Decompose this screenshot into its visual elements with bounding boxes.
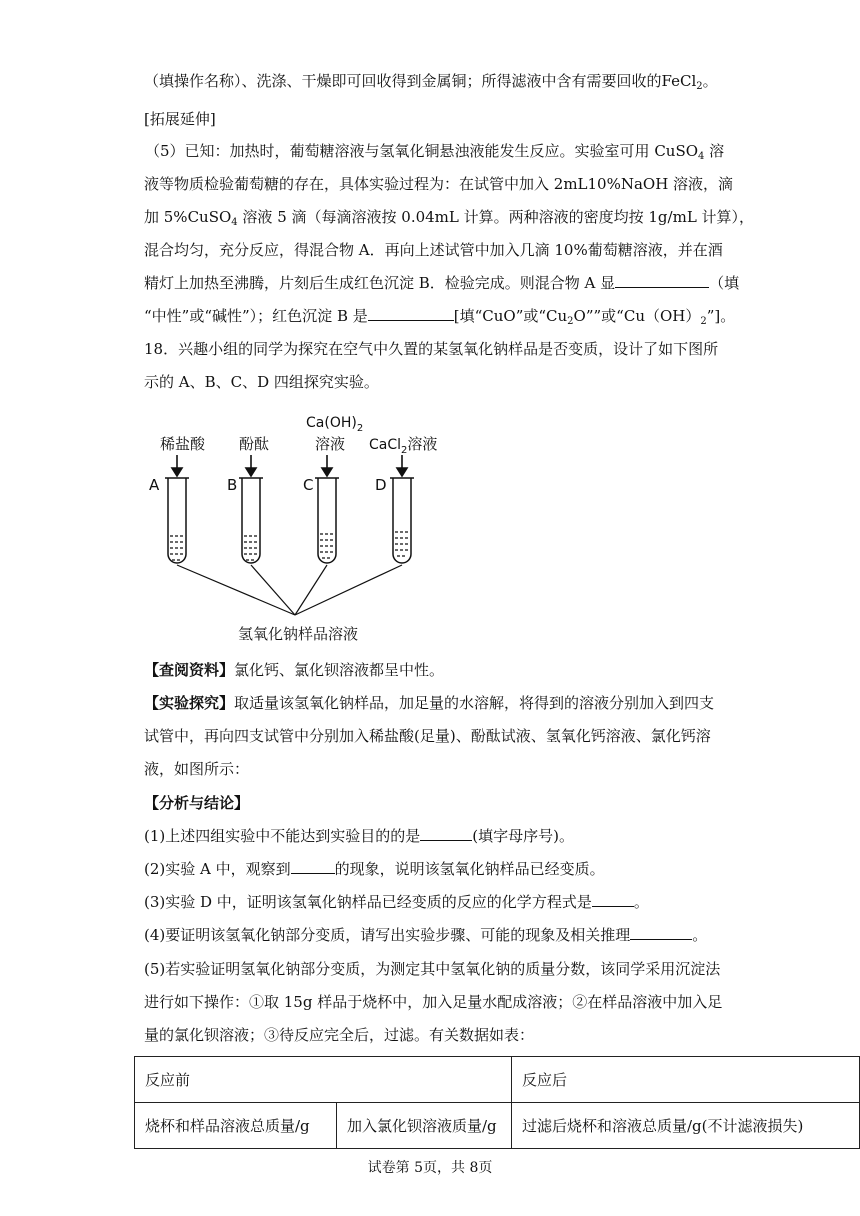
text-segment: （填 [709,274,740,292]
text-line: 进行如下操作：①取 15g 样品于烧杯中，加入足量水配成溶液；②在样品溶液中加入足 [144,993,723,1011]
text-segment: 氯化钙、氯化钡溶液都呈中性。 [234,661,445,679]
down-arrow-icon [322,468,332,476]
question-line [144,890,649,914]
text-segment: （5）已知：加热时，葡萄糖溶液与氢氧化铜悬浊液能发生反应。实验室可用 CuSO [145,142,699,160]
text-segment: 溶 [704,142,725,160]
formula: FeCl [661,72,697,90]
down-arrow-icon [246,468,256,476]
liquid-fill [170,532,409,560]
down-arrow-icon [172,468,182,476]
subscript: 2 [696,81,703,92]
data-table [134,1056,860,1149]
reagent-label: $Ca(OH)_2$ [306,415,364,434]
question-line [144,923,707,947]
test-tube-c [318,478,336,563]
section-tag: 【实验探究】 [144,694,235,712]
subscript: 2 [567,316,574,327]
text-line [144,205,754,235]
table-row [135,1057,860,1103]
subscript: 4 [698,151,705,162]
table-header-cell: 反应后 [512,1057,860,1103]
text-line [144,69,718,99]
text-line: 混合均匀，充分反应，得混合物 A．再向上述试管中加入几滴 10%葡萄糖溶液，并在酒 [144,241,723,259]
text-segment: 。 [692,926,708,944]
question-line [144,857,605,881]
text-segment: (2)实验 A 中，观察到 [144,860,291,878]
text-segment: (1)上述四组实验中不能达到实验目的的是 [144,827,421,845]
subscript: 2 [700,316,707,327]
text-segment: 加 5%CuSO [144,208,232,226]
answer-blank[interactable] [615,272,709,288]
text-segment: (3)实验 D 中，证明该氢氧化钠样品已经变质的反应的化学方程式是 [144,893,592,911]
text-segment: (填字母序号)。 [472,827,574,845]
question-18-line: 18．兴趣小组的同学为探究在空气中久置的某氢氧化钠样品是否变质，设计了如下图所 [144,340,719,358]
text-segment: O””或“Cu（OH） [573,307,701,325]
test-tube-a [168,478,186,563]
test-tube-b [242,478,260,563]
text-line [144,658,444,682]
subscript: 4 [231,217,238,228]
answer-blank[interactable] [630,924,692,940]
reagent-label: 稀盐酸 [160,435,206,453]
text-segment: “中性”或“碱性”）；红色沉淀 B 是 [144,307,368,325]
text-line: 示的 A、B、C、D 四组探究实验。 [144,373,379,391]
arrow-icons [172,455,407,476]
answer-blank[interactable] [592,891,634,907]
text-line [144,304,735,334]
table-cell: 过滤后烧杯和溶液总质量/g(不计滤液损失) [512,1103,860,1149]
connector-lines [177,565,402,615]
reagent-label: 溶液 [315,435,346,453]
text-segment: （填操作名称）、洗涤、干燥即可回收得到金属铜；所得滤液中含有需要回收的 [144,72,662,90]
text-segment: 。 [633,893,649,911]
tube-label: C [303,476,314,494]
question-line [144,824,574,848]
section-tag: 【查阅资料】 [144,661,235,679]
answer-blank[interactable] [291,858,335,874]
section-heading: 【分析与结论】 [144,794,250,812]
answer-blank[interactable] [420,825,472,841]
reagent-label: 酚酞 [239,435,270,453]
answer-blank[interactable] [368,305,454,321]
text-line [145,139,724,169]
sample-label: 氢氧化钠样品溶液 [238,625,359,643]
table-cell: 烧杯和样品溶液总质量/g [135,1103,337,1149]
text-segment: 溶液 5 滴（每滴溶液按 0.04mL 计算。两种溶液的密度均按 1g/mL 计算）， [237,208,755,226]
text-segment: ”]。 [706,307,736,325]
text-segment: 。 [702,72,718,90]
down-arrow-icon [397,468,407,476]
text-line: 量的氯化钡溶液；③待反应完全后，过滤。有关数据如表： [144,1026,535,1044]
text-line [144,691,714,715]
table-header-cell: 反应前 [135,1057,512,1103]
table-row [135,1103,860,1149]
text-segment: [填“CuO”或“Cu [453,307,568,325]
text-line: 液等物质检验葡萄糖的存在，具体实验过程为：在试管中加入 2mL10%NaOH 溶液，滴 [144,175,734,193]
tube-label: D [375,476,387,494]
text-segment: 精灯上加热至沸腾，片刻后生成红色沉淀 B．检验完成。则混合物 A 显 [144,274,616,292]
text-segment: 的现象，说明该氢氧化钠样品已经变质。 [334,860,605,878]
text-segment: (4)要证明该氢氧化钠部分变质，请写出实验步骤、可能的现象及相关推理 [144,926,631,944]
tube-label: A [149,476,160,494]
test-tube-diagram [140,410,470,645]
reagent-label: CaCl$_2$溶液 [369,435,438,456]
text-line: 试管中，再向四支试管中分别加入稀盐酸(足量)、酚酞试液、氢氧化钙溶液、氯化钙溶 [144,727,711,745]
text-line: 液，如图所示： [144,760,250,778]
question-line: (5)若实验证明氢氧化钠部分变质，为测定其中氢氧化钠的质量分数，该同学采用沉淀法 [144,960,721,978]
section-heading: [拓展延伸] [144,110,216,128]
text-segment: 取适量该氢氧化钠样品，加足量的水溶解，将得到的溶液分别加入到四支 [234,694,715,712]
table-cell: 加入氯化钡溶液质量/g [337,1103,512,1149]
page-footer: 试卷第 5页，共 8页 [367,1160,493,1176]
text-line [144,271,739,295]
tube-label: B [227,476,238,494]
